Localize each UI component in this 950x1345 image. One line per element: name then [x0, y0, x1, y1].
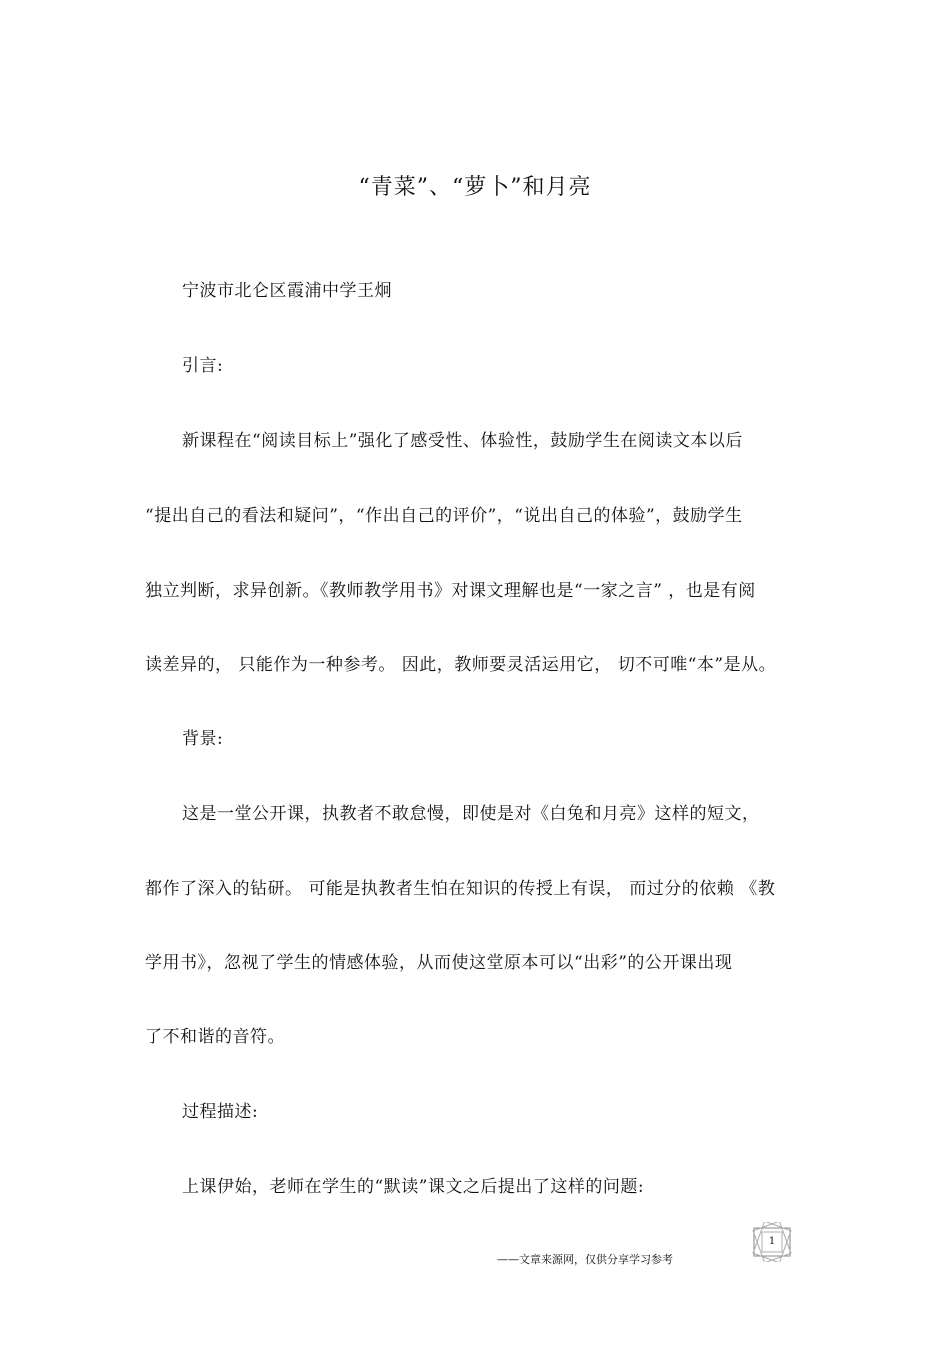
page-number: 1 — [768, 1236, 776, 1247]
paragraph-line: 新课程在“阅读目标上”强化了感受性、体验性，鼓励学生在阅读文本以后 — [182, 431, 743, 451]
page-title: “青菜”、“萝卜”和月亮 — [358, 175, 592, 200]
paragraph-line: 都作了深入的钻研。 可能是执教者生怕在知识的传授上有误， 而过分的依赖 《教 — [145, 879, 776, 899]
section-heading-process: 过程描述: — [182, 1102, 259, 1122]
paragraph-line: “提出自己的看法和疑问”，“作出自己的评价”，“说出自己的体验”，鼓励学生 — [145, 506, 743, 526]
paragraph-line: 这是一堂公开课，执教者不敢怠慢，即使是对《白兔和月亮》这样的短文， — [182, 804, 760, 824]
paragraph-line: 学用书》，忽视了学生的情感体验，从而使这堂原本可以“出彩”的公开课出现 — [145, 953, 733, 973]
paragraph-line: 读差异的， 只能作为一种参考。 因此，教师要灵活运用它， 切不可唯“本”是从。 — [145, 655, 777, 675]
section-heading-background: 背景: — [182, 729, 224, 749]
section-heading-intro: 引言: — [182, 356, 224, 376]
paragraph-line: 了不和谐的音符。 — [145, 1027, 285, 1047]
author-line: 宁波市北仑区霞浦中学王炯 — [182, 281, 392, 301]
paragraph-line: 上课伊始，老师在学生的“默读”课文之后提出了这样的问题: — [182, 1177, 645, 1197]
paragraph-line: 独立判断，求异创新。《教师教学用书》对课文理解也是“一家之言” ，也是有阅 — [145, 581, 756, 601]
footer-note: ——文章来源网，仅供分享学习参考 — [497, 1253, 673, 1266]
